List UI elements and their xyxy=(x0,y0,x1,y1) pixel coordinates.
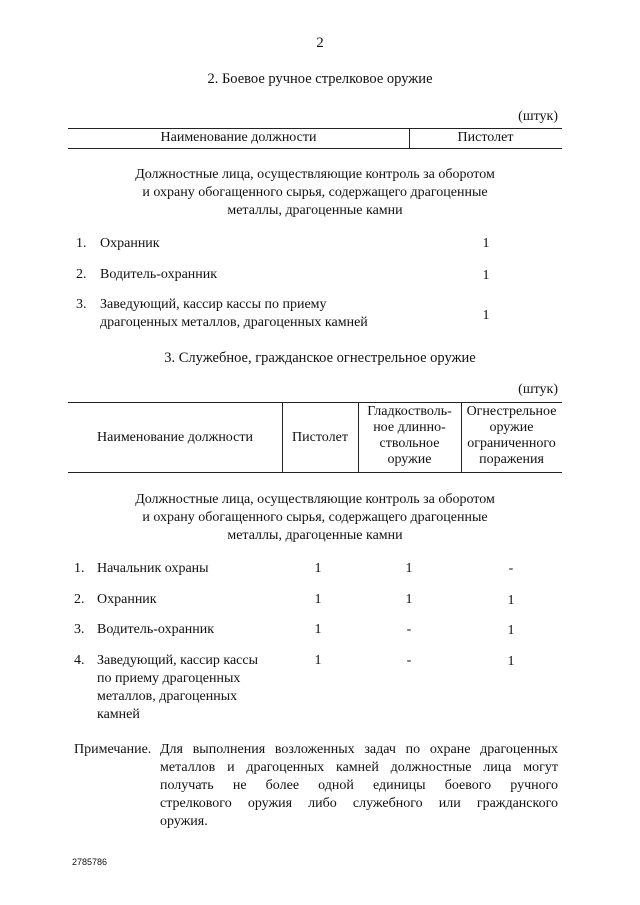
table-3-header-smoothbore xyxy=(358,404,461,468)
table-3-header-limited xyxy=(461,404,562,468)
table-2-header-pistol: Пистолет xyxy=(457,130,514,145)
row-position: Водитель-охранник xyxy=(97,622,215,637)
row-position: Охранник xyxy=(97,592,157,607)
group-line: и охрану обогащенного сырья, содержащего драгоценные xyxy=(142,510,488,525)
header-line: поражения xyxy=(479,452,544,467)
header-line: ствольное xyxy=(379,436,440,451)
note-text xyxy=(160,741,558,831)
row-position-line: металлов, драгоценных xyxy=(97,689,238,704)
section-3-unit: (штук) xyxy=(518,382,558,397)
row-number: 1. xyxy=(76,236,87,251)
row-position: Охранник xyxy=(100,236,160,251)
row-number: 2. xyxy=(74,592,85,607)
row-number: 3. xyxy=(76,297,87,312)
group-line: металлы, драгоценные камни xyxy=(227,528,403,543)
row-smoothbore-count: - xyxy=(406,622,412,637)
row-position xyxy=(100,296,368,332)
section-3-title: 3. Служебное, гражданское огнестрельное оружие xyxy=(164,350,476,366)
note-label: Примечание. xyxy=(74,742,152,757)
row-limited-count: 1 xyxy=(507,654,515,669)
table-2-group-heading xyxy=(68,166,562,220)
page-number: 2 xyxy=(316,35,324,51)
row-limited-count: 1 xyxy=(507,593,515,608)
row-position xyxy=(97,652,258,724)
header-line: оружие xyxy=(489,420,534,435)
table-2-header-bottom-rule xyxy=(68,148,562,149)
row-pistol-count: 1 xyxy=(314,622,322,637)
row-limited-count: - xyxy=(508,561,514,576)
note-line: металлов и драгоценных камней должностные лица могут xyxy=(160,760,558,775)
group-line: металлы, драгоценные камни xyxy=(227,203,403,218)
group-line: и охрану обогащенного сырья, содержащего драгоценные xyxy=(142,185,488,200)
row-smoothbore-count: - xyxy=(406,653,412,668)
row-pistol-count: 1 xyxy=(314,653,322,668)
header-line: ное длинно- xyxy=(373,420,446,435)
header-line: Гладкостволь- xyxy=(367,404,452,419)
row-limited-count: 1 xyxy=(507,623,515,638)
row-smoothbore-count: 1 xyxy=(405,592,413,607)
row-position-line: Заведующий, кассир кассы xyxy=(97,653,258,668)
row-position: Начальник охраны xyxy=(97,561,209,576)
group-line: Должностные лица, осуществляющие контроль за оборотом xyxy=(135,492,495,507)
section-2-unit: (штук) xyxy=(518,109,558,124)
table-3-group-heading xyxy=(68,491,562,545)
row-pistol-count: 1 xyxy=(482,236,490,251)
row-pistol-count: 1 xyxy=(482,268,490,283)
row-position: Водитель-охранник xyxy=(100,267,218,282)
row-position-line: по приему драгоценных xyxy=(97,671,241,686)
table-3-header-bottom-rule xyxy=(68,472,562,473)
header-line: оружие xyxy=(387,452,432,467)
row-pistol-count: 1 xyxy=(314,561,322,576)
row-smoothbore-count: 1 xyxy=(405,561,413,576)
row-pistol-count: 1 xyxy=(314,592,322,607)
table-2-header-name: Наименование должности xyxy=(160,130,317,145)
table-3-header-name: Наименование должности xyxy=(97,430,253,445)
header-line: Огнестрельное xyxy=(466,404,557,419)
row-position-line: камней xyxy=(97,707,140,722)
note-line: стрелкового оружия либо служебного или гражданского xyxy=(160,796,558,811)
table-3-header-pistol: Пистолет xyxy=(292,430,348,445)
row-number: 1. xyxy=(74,561,85,576)
row-position-line: Заведующий, кассир кассы по приему xyxy=(100,297,327,312)
section-2-title: 2. Боевое ручное стрелковое оружие xyxy=(207,71,433,87)
document-code: 2785786 xyxy=(72,857,108,867)
header-line: ограниченного xyxy=(467,436,556,451)
row-number: 4. xyxy=(74,653,85,668)
group-line: Должностные лица, осуществляющие контроль за оборотом xyxy=(135,167,495,182)
row-number: 2. xyxy=(76,267,87,282)
note-line: получать не более одной единицы боевого ручного xyxy=(160,778,558,793)
row-number: 3. xyxy=(74,622,85,637)
row-position-line: драгоценных металлов, драгоценных камней xyxy=(100,315,368,330)
row-pistol-count: 1 xyxy=(482,308,490,323)
table-3-top-rule xyxy=(68,402,562,403)
note-line: оружия. xyxy=(160,814,208,829)
note-line: Для выполнения возложенных задач по охране драгоценных xyxy=(160,742,558,757)
